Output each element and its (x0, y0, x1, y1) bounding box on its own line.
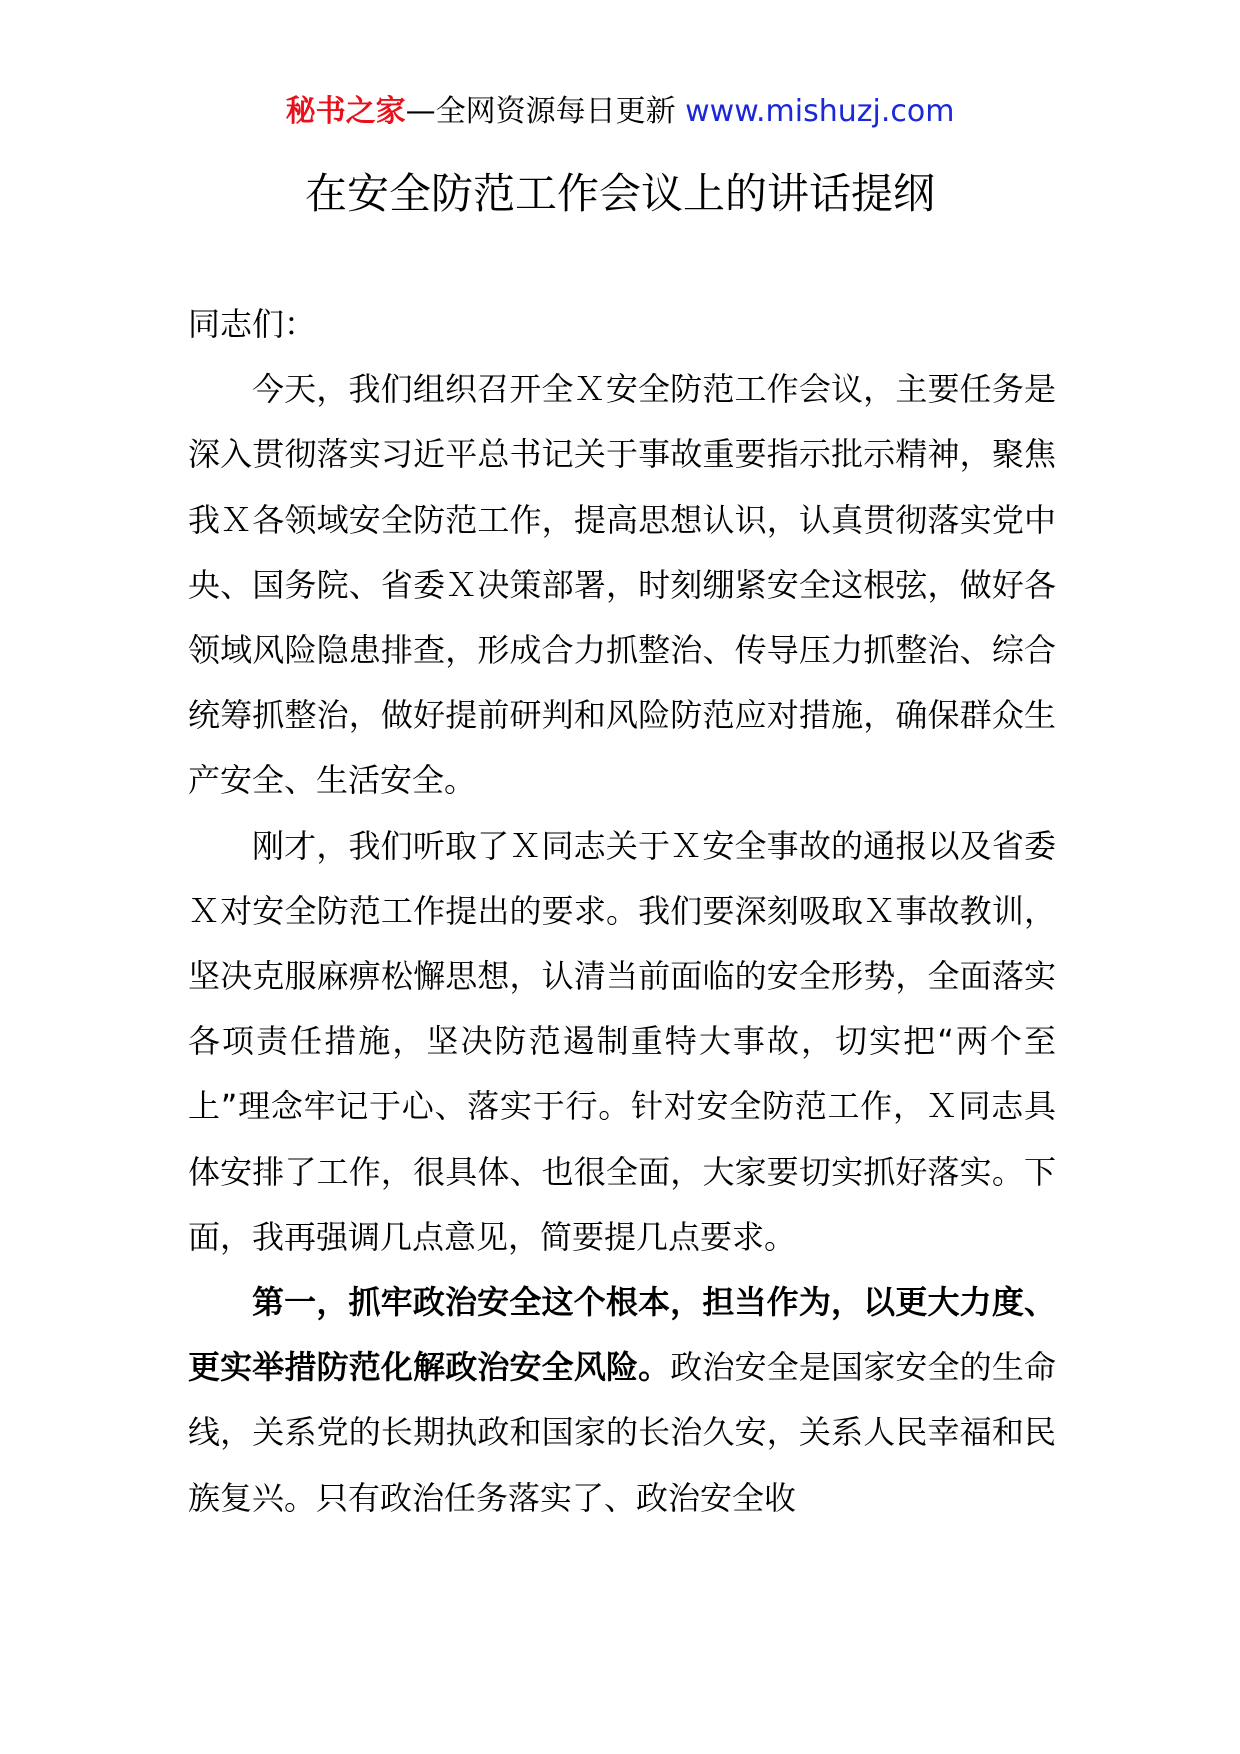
paragraph-section-1 (188, 1270, 1056, 1531)
brand-name: 秘书之家 (285, 94, 406, 129)
document-title: 在安全防范工作会议上的讲话提纲 (304, 169, 935, 218)
salutation: 同志们： (188, 305, 317, 343)
site-url-link[interactable]: www.mishuzj.com (685, 94, 955, 129)
header-slogan: —全网资源每日更新 (405, 94, 686, 129)
paragraph-2: 刚才，我们听取了Ｘ同志关于Ｘ安全事故的通报以及省委Ｘ对安全防范工作提出的要求。我们要深刻吸取Ｘ事故教训，坚决克服麻痹松懈思想，认清当前面临的安全形势，全面落实各项责任措施，坚决防范遏制重特大事故，切实把“两个至上”理念牢记于心、落实于行。针对安全防范工作，Ｘ同志具体安排了工作，很具体、也很全面，大家要切实抓好落实。下面，我再强调几点意见，简要提几点要求。 (188, 826, 1056, 1256)
site-header (0, 92, 1240, 132)
section-1-heading: 第一，抓牢政治安全这个根本，担当作为，以更大力度、更实举措防范化解政治安全风险。 (188, 1283, 1056, 1387)
paragraph-1: 今天，我们组织召开全Ｘ安全防范工作会议，主要任务是深入贯彻落实习近平总书记关于事故重要指示批示精神，聚焦我Ｘ各领域安全防范工作，提高思想认识，认真贯彻落实党中央、国务院、省委Ｘ决策部署，时刻绷紧安全这根弦，做好各领域风险隐患排查，形成合力抓整治、传导压力抓整治、综合统筹抓整治，做好提前研判和风险防范应对措施，确保群众生产安全、生活安全。 (188, 370, 1056, 800)
section-1-text: 政治安全是国家安全的生命线，关系党的长期执政和国家的长治久安，关系人民幸福和民族复兴。只有政治任务落实了、政治安全收 (188, 1348, 1056, 1517)
document-body (188, 292, 1056, 1531)
